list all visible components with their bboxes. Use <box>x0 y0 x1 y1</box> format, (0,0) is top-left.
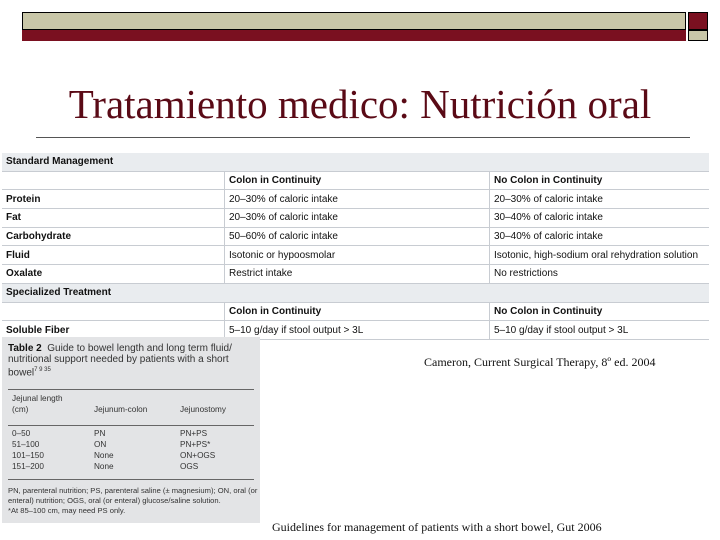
table-row <box>2 246 709 265</box>
management-table <box>2 153 709 340</box>
slide-title: Tratamiento medico: Nutrición oral <box>68 81 652 127</box>
header-bar-light <box>22 12 686 30</box>
table2-head-unit: (cm) <box>12 405 29 414</box>
row-colon-value: 20–30% of caloric intake <box>225 190 490 209</box>
table2-footnote: PN, parenteral nutrition; PS, parenteral saline (± magnesium); ON, oral (or enteral) nutrition; OGS, oral (or enteral) glucose/saline solution. <box>8 486 258 505</box>
table2-cell: PN <box>94 429 106 438</box>
header-no-colon: No Colon in Continuity <box>490 302 710 321</box>
table2-cell: OGS <box>180 462 199 471</box>
table2-cell: ON+OGS <box>180 451 216 460</box>
table2-head-length: Jejunal length <box>12 394 63 403</box>
header-square-light <box>688 30 708 41</box>
table2-cell: 0–50 <box>12 429 31 438</box>
table2-cell: None <box>94 451 114 460</box>
table2-cell: 51–100 <box>12 440 40 449</box>
table-header-row <box>2 302 709 321</box>
table-row <box>2 209 709 228</box>
table2-cell: PN+PS* <box>180 440 211 449</box>
citation-cameron: Cameron, Current Surgical Therapy, 8º ed. 2004 <box>424 355 656 369</box>
table2-caption-label: Table 2 <box>8 343 42 354</box>
table2-head-rule <box>8 425 254 426</box>
title-divider <box>36 137 690 138</box>
table2-cell: ON <box>94 440 107 449</box>
header-no-colon: No Colon in Continuity <box>490 171 710 190</box>
table2-bottom-rule <box>8 479 254 480</box>
section-row-standard <box>2 153 709 171</box>
row-label: Protein <box>2 190 225 209</box>
row-colon-value: 20–30% of caloric intake <box>225 209 490 228</box>
row-no-colon-value: No restrictions <box>490 265 710 284</box>
header-empty <box>2 302 225 321</box>
table2-footnote-star: *At 85–100 cm, may need PS only. <box>8 506 126 515</box>
table2-caption-text: Guide to bowel length and long term fluid/ nutritional support needed by patients with a short bowel <box>8 343 232 379</box>
row-label: Oxalate <box>2 265 225 284</box>
table2-top-rule <box>8 389 254 390</box>
table-header-row <box>2 171 709 190</box>
row-no-colon-value: 30–40% of caloric intake <box>490 209 710 228</box>
table2-cell: 151–200 <box>12 462 44 471</box>
row-colon-value: 5–10 g/day if stool output > 3L <box>225 321 490 340</box>
section-row-specialized <box>2 283 709 302</box>
header-colon: Colon in Continuity <box>225 302 490 321</box>
table-row <box>2 227 709 246</box>
table2-cell: None <box>94 462 114 471</box>
section-label: Standard Management <box>2 153 709 171</box>
header-bar-dark <box>22 30 686 41</box>
header-square-dark <box>688 12 708 30</box>
row-label: Soluble Fiber <box>2 321 225 340</box>
row-label: Fluid <box>2 246 225 265</box>
row-colon-value: Isotonic or hypoosmolar <box>225 246 490 265</box>
table2-caption <box>8 343 254 378</box>
row-no-colon-value: Isotonic, high-sodium oral rehydration solution <box>490 246 710 265</box>
table-row <box>2 265 709 284</box>
row-label: Carbohydrate <box>2 227 225 246</box>
row-no-colon-value: 30–40% of caloric intake <box>490 227 710 246</box>
table2-footnote-block <box>8 486 258 516</box>
table2-head-colon: Jejunum-colon <box>94 405 148 414</box>
citation-gut: Guidelines for management of patients with a short bowel, Gut 2006 <box>272 520 602 534</box>
row-no-colon-value: 20–30% of caloric intake <box>490 190 710 209</box>
table2-caption-refs: 7 9 35 <box>34 367 51 373</box>
table2-head-ostomy: Jejunostomy <box>180 405 226 414</box>
header-empty <box>2 171 225 190</box>
row-colon-value: 50–60% of caloric intake <box>225 227 490 246</box>
row-label: Fat <box>2 209 225 228</box>
table2-cell: 101–150 <box>12 451 44 460</box>
header-colon: Colon in Continuity <box>225 171 490 190</box>
section-label: Specialized Treatment <box>2 283 709 302</box>
row-colon-value: Restrict intake <box>225 265 490 284</box>
table-row <box>2 190 709 209</box>
table2-cell: PN+PS <box>180 429 208 438</box>
table2-image <box>2 337 260 523</box>
row-no-colon-value: 5–10 g/day if stool output > 3L <box>490 321 710 340</box>
